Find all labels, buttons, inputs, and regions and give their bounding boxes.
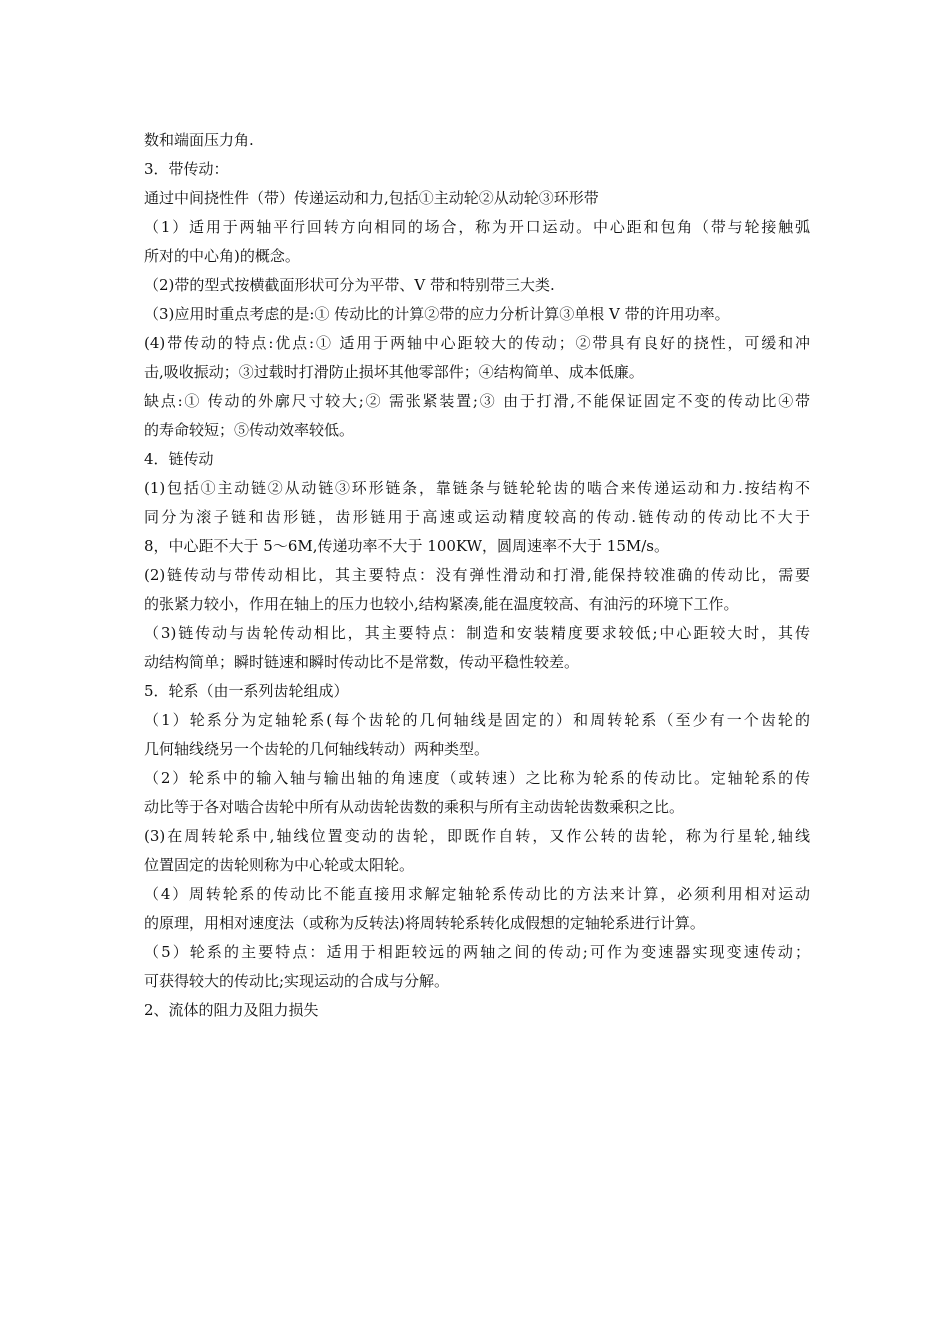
text-line: 8，中心距不大于 5～6M,传递功率不大于 100KW，圆周速率不大于 15M/s。 <box>144 537 669 555</box>
section-heading-fluid-resistance: 2、流体的阻力及阻力损失 <box>144 1001 319 1019</box>
text-line: 的原理，用相对速度法（或称为反转法)将周转轮系转化成假想的定轴轮系进行计算。 <box>144 914 705 932</box>
text-line: 所对的中心角)的概念。 <box>144 247 300 265</box>
text-line: (1)包括①主动链②从动链③环形链条，靠链条与链轮轮齿的啮合来传递运动和力.按结构不 <box>144 479 810 497</box>
section-heading-chain-drive: 4．链传动 <box>144 450 214 468</box>
text-line: 的张紧力较小，作用在轴上的压力也较小,结构紧凑,能在温度较高、有油污的环境下工作。 <box>144 595 739 613</box>
text-line: （5）轮系的主要特点：适用于相距较远的两轴之间的传动;可作为变速器实现变速传动； <box>144 943 810 961</box>
text-line: 数和端面压力角. <box>144 131 254 149</box>
text-line: (2)链传动与带传动相比，其主要特点：没有弹性滑动和打滑,能保持较准确的传动比，需要 <box>144 566 810 584</box>
text-line: 位置固定的齿轮则称为中心轮或太阳轮。 <box>144 856 415 874</box>
text-line: 动比等于各对啮合齿轮中所有从动齿轮齿数的乘积与所有主动齿轮齿数乘积之比。 <box>144 798 685 816</box>
text-line: 击,吸收振动；③过载时打滑防止损坏其他零部件；④结构简单、成本低廉。 <box>144 363 644 381</box>
text-line: （1）轮系分为定轴轮系(每个齿轮的几何轴线是固定的）和周转轮系（至少有一个齿轮的 <box>144 711 810 729</box>
text-line: 几何轴线绕另一个齿轮的几何轴线转动）两种类型。 <box>144 740 490 758</box>
section-heading-gear-train: 5．轮系（由一系列齿轮组成） <box>144 682 349 700</box>
text-line: 动结构简单；瞬时链速和瞬时传动比不是常数，传动平稳性较差。 <box>144 653 580 671</box>
text-line: (3)在周转轮系中,轴线位置变动的齿轮，即既作自转，又作公转的齿轮，称为行星轮,轴线 <box>144 827 810 845</box>
text-line: (4)带传动的特点:优点:① 适用于两轴中心距较大的传动；②带具有良好的挠性，可缓和冲 <box>144 334 810 352</box>
text-line: 缺点:① 传动的外廓尺寸较大;② 需张紧装置;③ 由于打滑,不能保证固定不变的传动比④带 <box>144 392 810 410</box>
text-line: 可获得较大的传动比;实现运动的合成与分解。 <box>144 972 450 990</box>
text-line: （2)带的型式按横截面形状可分为平带、V 带和特别带三大类. <box>144 276 555 294</box>
text-line: （2）轮系中的输入轴与输出轴的角速度（或转速）之比称为轮系的传动比。定轴轮系的传 <box>144 769 810 787</box>
text-line: （1）适用于两轴平行回转方向相同的场合，称为开口运动。中心距和包角（带与轮接触弧 <box>144 218 810 236</box>
text-line: 通过中间挠性件（带）传递运动和力,包括①主动轮②从动轮③环形带 <box>144 189 599 207</box>
text-line: 同分为滚子链和齿形链，齿形链用于高速或运动精度较高的传动.链传动的传动比不大于 <box>144 508 810 526</box>
document-body <box>144 126 810 1025</box>
text-line: （4）周转轮系的传动比不能直接用求解定轴轮系传动比的方法来计算，必须利用相对运动 <box>144 885 810 903</box>
text-line: （3)链传动与齿轮传动相比，其主要特点：制造和安装精度要求较低;中心距较大时，其传 <box>144 624 810 642</box>
section-heading-belt-drive: 3．带传动： <box>144 160 229 178</box>
text-line: （3)应用时重点考虑的是:① 传动比的计算②带的应力分析计算③单根 V 带的许用功率。 <box>144 305 730 323</box>
text-line: 的寿命较短；⑤传动效率较低。 <box>144 421 355 439</box>
